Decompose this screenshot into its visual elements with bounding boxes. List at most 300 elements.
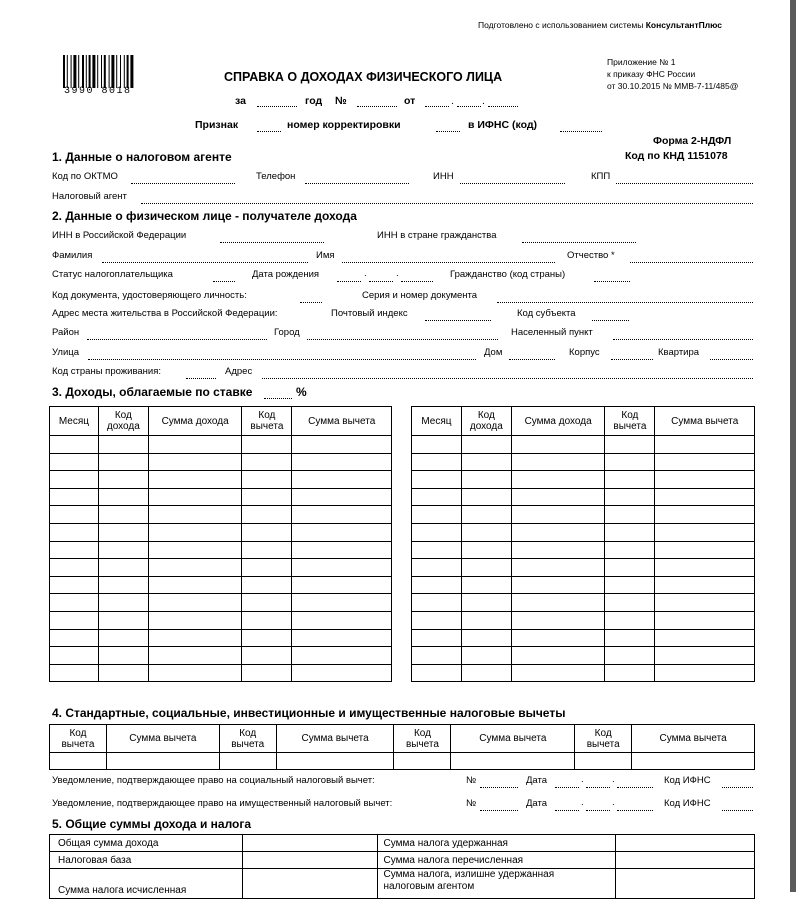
income-code-header <box>98 407 148 436</box>
table-row <box>412 436 755 454</box>
table-cell[interactable] <box>242 611 292 629</box>
surname-label: Фамилия <box>52 250 93 261</box>
income-sum-header <box>511 407 605 436</box>
table-cell[interactable] <box>292 453 392 471</box>
table-cell[interactable] <box>148 436 242 454</box>
table-cell[interactable] <box>242 541 292 559</box>
table-cell[interactable] <box>412 506 462 524</box>
table-cell[interactable] <box>605 488 655 506</box>
agent-label: Налоговый агент <box>52 191 127 202</box>
citizenship-label: Гражданство (код страны) <box>450 269 566 280</box>
table-cell[interactable] <box>292 488 392 506</box>
table-cell[interactable] <box>148 559 242 577</box>
header-text: Код <box>594 727 612 739</box>
deduction-sum-header: Сумма вычета <box>451 725 575 753</box>
table-cell[interactable] <box>511 611 605 629</box>
table-cell[interactable] <box>50 506 99 524</box>
table-cell[interactable] <box>50 611 99 629</box>
table-cell[interactable] <box>98 541 148 559</box>
table-cell[interactable] <box>511 453 605 471</box>
table-cell[interactable] <box>412 436 462 454</box>
table-row <box>412 488 755 506</box>
table-cell[interactable] <box>148 488 242 506</box>
table-cell[interactable] <box>412 471 462 489</box>
za-label: за <box>235 95 246 107</box>
table-row <box>50 753 755 770</box>
total-income-label: Общая сумма дохода <box>50 835 243 852</box>
table-cell[interactable] <box>50 488 99 506</box>
table-cell[interactable] <box>511 541 605 559</box>
house-label: Дом <box>484 347 503 358</box>
date-year-field[interactable] <box>488 106 518 107</box>
table-cell[interactable] <box>511 471 605 489</box>
table-cell[interactable] <box>242 471 292 489</box>
ifns-field[interactable] <box>560 131 602 132</box>
header-text: дохода <box>106 421 140 432</box>
form-name: Форма 2-НДФЛ <box>653 135 732 147</box>
table-cell[interactable] <box>412 523 462 541</box>
table-cell[interactable] <box>148 594 242 612</box>
table-cell[interactable] <box>148 541 242 559</box>
number-field[interactable] <box>357 106 397 107</box>
header-text: дохода <box>469 421 503 432</box>
table-cell[interactable] <box>50 576 99 594</box>
table-cell[interactable] <box>511 559 605 577</box>
citizenship-field[interactable] <box>594 281 630 282</box>
header-text: Месяц <box>421 415 452 427</box>
inn-rf-label: ИНН в Российской Федерации <box>52 230 187 241</box>
table-cell[interactable] <box>242 664 292 682</box>
table-cell[interactable] <box>511 629 605 647</box>
country-code-field[interactable] <box>186 378 216 379</box>
table-cell[interactable] <box>511 664 605 682</box>
table-cell[interactable] <box>655 576 755 594</box>
tax-overwithheld-value[interactable] <box>616 869 755 899</box>
section-4-title: 4. Стандартные, социальные, инвестиционные и имущественные налоговые вычеты <box>52 706 566 720</box>
tax-calculated-label: Сумма налога исчисленная <box>50 869 243 899</box>
table-cell[interactable] <box>655 647 755 665</box>
section-2-title: 2. Данные о физическом лице - получателе дохода <box>52 209 357 223</box>
notice-social-ifns-field[interactable] <box>722 787 753 788</box>
agent-field[interactable] <box>141 203 753 204</box>
birth-year-field[interactable] <box>401 281 433 282</box>
doc-code-field[interactable] <box>300 302 322 303</box>
header-text: Код <box>239 727 257 739</box>
deduction-code-header <box>605 407 655 436</box>
header-text: вычета <box>231 738 265 750</box>
deduction-code-header <box>50 725 107 753</box>
doc-series-field[interactable] <box>497 302 753 303</box>
notice-social-day-field[interactable] <box>555 787 579 788</box>
table-cell[interactable] <box>461 559 511 577</box>
deduction-code-header <box>575 725 632 753</box>
page-edge <box>790 0 796 892</box>
table-cell[interactable] <box>605 436 655 454</box>
correction-field[interactable] <box>436 131 460 132</box>
rate-field[interactable] <box>264 398 292 399</box>
notice-social-ifns-label: Код ИФНС <box>664 775 711 786</box>
table-cell[interactable] <box>292 436 392 454</box>
table-cell[interactable] <box>461 594 511 612</box>
table-cell[interactable] <box>575 753 632 770</box>
table-cell[interactable] <box>451 753 575 770</box>
table-cell[interactable] <box>461 541 511 559</box>
inn-rf-field[interactable] <box>220 242 324 243</box>
table-row <box>50 488 392 506</box>
table-row <box>412 506 755 524</box>
table-cell[interactable] <box>50 471 99 489</box>
inn-country-label: ИНН в стране гражданства <box>377 230 497 241</box>
table-cell[interactable] <box>605 576 655 594</box>
surname-field[interactable] <box>102 262 308 263</box>
notice-property-number-field[interactable] <box>480 810 518 811</box>
table-row <box>50 594 392 612</box>
table-cell[interactable] <box>511 594 605 612</box>
table-cell[interactable] <box>50 753 107 770</box>
totals-table <box>49 834 755 899</box>
table-cell[interactable] <box>242 523 292 541</box>
table-row <box>412 453 755 471</box>
kpp-field[interactable] <box>616 183 753 184</box>
month-header <box>50 407 99 436</box>
tax-transferred-value[interactable] <box>616 852 755 869</box>
table-cell[interactable] <box>412 488 462 506</box>
table-row <box>412 541 755 559</box>
addr-field[interactable] <box>262 378 753 379</box>
table-cell[interactable] <box>655 664 755 682</box>
header-text: Код <box>477 410 495 421</box>
header-text: Код <box>413 727 431 739</box>
notice-social-month-field[interactable] <box>586 787 610 788</box>
header-text: вычета <box>405 738 439 750</box>
table-cell[interactable] <box>292 471 392 489</box>
notice-property-no: № <box>466 798 477 809</box>
table-cell[interactable] <box>461 576 511 594</box>
deduction-sum-header: Сумма вычета <box>276 725 394 753</box>
table-row <box>50 576 392 594</box>
notice-property-year-field[interactable] <box>617 810 653 811</box>
table-cell[interactable] <box>412 594 462 612</box>
table-cell[interactable] <box>655 559 755 577</box>
table-cell[interactable] <box>511 436 605 454</box>
status-field[interactable] <box>213 281 235 282</box>
notice-social-date-label: Дата <box>526 775 548 786</box>
table-cell[interactable] <box>461 647 511 665</box>
table-cell[interactable] <box>655 471 755 489</box>
table-cell[interactable] <box>292 647 392 665</box>
table-cell[interactable] <box>605 559 655 577</box>
table-cell[interactable] <box>605 523 655 541</box>
street-label: Улица <box>52 347 79 358</box>
table-cell[interactable] <box>412 453 462 471</box>
region-field[interactable] <box>592 320 629 321</box>
table-cell[interactable] <box>655 594 755 612</box>
table-cell[interactable] <box>412 629 462 647</box>
birth-label: Дата рождения <box>252 269 320 280</box>
table-cell[interactable] <box>98 436 148 454</box>
tax-calculated-value[interactable] <box>242 869 377 899</box>
header-text: Сумма вычета <box>308 415 376 427</box>
table-cell[interactable] <box>50 523 99 541</box>
date-month-field[interactable] <box>457 106 481 107</box>
table-cell[interactable] <box>242 629 292 647</box>
table-cell[interactable] <box>242 506 292 524</box>
date-sep: . <box>581 797 584 808</box>
table-cell[interactable] <box>655 436 755 454</box>
priznak-field[interactable] <box>257 131 281 132</box>
table-cell[interactable] <box>655 523 755 541</box>
table-cell[interactable] <box>632 753 755 770</box>
table-cell[interactable] <box>276 753 394 770</box>
table-row <box>50 647 392 665</box>
deduction-code-header <box>242 407 292 436</box>
table-cell[interactable] <box>461 664 511 682</box>
table-row <box>412 611 755 629</box>
table-cell[interactable] <box>394 753 451 770</box>
section-1-title: 1. Данные о налоговом агенте <box>52 150 232 164</box>
notice-property-month-field[interactable] <box>586 810 610 811</box>
table-cell[interactable] <box>292 559 392 577</box>
table-cell[interactable] <box>242 647 292 665</box>
date-sep: . <box>482 95 485 107</box>
phone-field[interactable] <box>305 183 409 184</box>
table-row <box>50 559 392 577</box>
table-cell[interactable] <box>98 647 148 665</box>
table-cell[interactable] <box>98 488 148 506</box>
table-cell[interactable] <box>655 611 755 629</box>
table-cell[interactable] <box>148 523 242 541</box>
tax-overwithheld-label <box>377 869 616 899</box>
tax-withheld-label: Сумма налога удержанная <box>377 835 616 852</box>
birth-day-field[interactable] <box>337 281 361 282</box>
date-sep: . <box>451 95 454 107</box>
table-cell[interactable] <box>292 576 392 594</box>
table-row <box>412 647 755 665</box>
table-cell[interactable] <box>412 576 462 594</box>
table-cell[interactable] <box>98 594 148 612</box>
name-field[interactable] <box>342 262 555 263</box>
table-cell[interactable] <box>461 436 511 454</box>
table-cell[interactable] <box>511 488 605 506</box>
house-field[interactable] <box>509 359 555 360</box>
city-field[interactable] <box>307 339 498 340</box>
table-cell[interactable] <box>292 523 392 541</box>
flat-field[interactable] <box>710 359 753 360</box>
table-row <box>412 576 755 594</box>
header-text: Код <box>114 410 132 421</box>
table-cell[interactable] <box>605 471 655 489</box>
table-cell[interactable] <box>511 576 605 594</box>
table-row <box>412 523 755 541</box>
table-row <box>50 523 392 541</box>
header-text: вычета <box>613 421 647 432</box>
table-cell[interactable] <box>412 559 462 577</box>
oktmo-field[interactable] <box>131 183 235 184</box>
table-cell[interactable] <box>50 594 99 612</box>
table-cell[interactable] <box>605 629 655 647</box>
table-cell[interactable] <box>50 453 99 471</box>
table-cell[interactable] <box>242 594 292 612</box>
inn-country-field[interactable] <box>522 242 636 243</box>
table-cell[interactable] <box>412 664 462 682</box>
table-cell[interactable] <box>412 611 462 629</box>
ot-label: от <box>404 95 416 107</box>
table-row <box>50 453 392 471</box>
table-row <box>412 594 755 612</box>
country-code-label: Код страны проживания: <box>52 366 161 377</box>
deduction-code-header <box>394 725 451 753</box>
table-cell[interactable] <box>50 647 99 665</box>
table-cell[interactable] <box>148 576 242 594</box>
table-cell[interactable] <box>242 488 292 506</box>
table-cell[interactable] <box>655 506 755 524</box>
patronymic-field[interactable] <box>630 262 753 263</box>
table-cell[interactable] <box>98 611 148 629</box>
table-cell[interactable] <box>292 541 392 559</box>
table-cell[interactable] <box>242 559 292 577</box>
notice-property-ifns-field[interactable] <box>722 810 753 811</box>
notice-property-label: Уведомление, подтверждающее право на имущественный налоговый вычет: <box>52 798 393 809</box>
table-cell[interactable] <box>50 629 99 647</box>
oktmo-label: Код по ОКТМО <box>52 171 118 182</box>
table-cell[interactable] <box>50 436 99 454</box>
table-cell[interactable] <box>98 471 148 489</box>
table-cell[interactable] <box>461 523 511 541</box>
postcode-field[interactable] <box>425 320 491 321</box>
table-cell[interactable] <box>412 541 462 559</box>
table-cell[interactable] <box>148 647 242 665</box>
table-cell[interactable] <box>292 594 392 612</box>
table-cell[interactable] <box>605 664 655 682</box>
tax-withheld-value[interactable] <box>616 835 755 852</box>
inn-field[interactable] <box>460 183 565 184</box>
notice-social-number-field[interactable] <box>480 787 518 788</box>
income-table-left <box>49 406 392 682</box>
table-cell[interactable] <box>50 664 99 682</box>
percent-sign: % <box>296 385 307 399</box>
table-cell[interactable] <box>605 506 655 524</box>
district-field[interactable] <box>87 339 267 340</box>
knd-code: Код по КНД 1151078 <box>625 150 728 162</box>
table-cell[interactable] <box>98 629 148 647</box>
status-label: Статус налогоплательщика <box>52 269 173 280</box>
deduction-sum-header: Сумма вычета <box>632 725 755 753</box>
table-cell[interactable] <box>242 453 292 471</box>
date-day-field[interactable] <box>425 106 449 107</box>
table-cell[interactable] <box>461 453 511 471</box>
deduction-sum-header: Сумма вычета <box>106 725 219 753</box>
region-label: Код субъекта <box>517 308 576 319</box>
table-cell[interactable] <box>219 753 276 770</box>
table-cell[interactable] <box>605 541 655 559</box>
table-cell[interactable] <box>50 541 99 559</box>
table-cell[interactable] <box>655 629 755 647</box>
table-cell[interactable] <box>292 629 392 647</box>
phone-label: Телефон <box>256 171 296 182</box>
table-cell[interactable] <box>605 647 655 665</box>
total-income-value[interactable] <box>242 835 377 852</box>
section-5-title: 5. Общие суммы дохода и налога <box>52 817 252 831</box>
table-cell[interactable] <box>461 506 511 524</box>
year-field[interactable] <box>257 106 297 107</box>
header-text: Сумма дохода <box>161 415 229 427</box>
table-cell[interactable] <box>292 506 392 524</box>
table-cell[interactable] <box>655 488 755 506</box>
header-text: Месяц <box>58 415 90 427</box>
table-cell[interactable] <box>605 453 655 471</box>
income-sum-header <box>148 407 242 436</box>
table-cell[interactable] <box>98 506 148 524</box>
tax-overwithheld-line-1: Сумма налога, излишне удержанная <box>383 869 555 880</box>
table-cell[interactable] <box>461 488 511 506</box>
settlement-field[interactable] <box>613 339 753 340</box>
notice-social-year-field[interactable] <box>617 787 653 788</box>
table-row <box>412 559 755 577</box>
table-cell[interactable] <box>148 471 242 489</box>
kpp-label: КПП <box>591 171 611 182</box>
income-table-right <box>411 406 755 682</box>
city-label: Город <box>274 327 300 338</box>
table-cell[interactable] <box>98 559 148 577</box>
birth-month-field[interactable] <box>369 281 393 282</box>
table-cell[interactable] <box>511 647 605 665</box>
table-cell[interactable] <box>106 753 219 770</box>
date-sep: . <box>581 774 584 785</box>
table-cell[interactable] <box>98 523 148 541</box>
table-cell[interactable] <box>461 611 511 629</box>
table-cell[interactable] <box>461 629 511 647</box>
deduction-sum-header <box>655 407 755 436</box>
table-cell[interactable] <box>655 541 755 559</box>
table-cell[interactable] <box>242 436 292 454</box>
tax-base-value[interactable] <box>242 852 377 869</box>
date-sep: . <box>612 797 615 808</box>
street-field[interactable] <box>88 359 476 360</box>
building-field[interactable] <box>611 359 653 360</box>
table-cell[interactable] <box>98 664 148 682</box>
table-cell[interactable] <box>148 506 242 524</box>
table-cell[interactable] <box>511 523 605 541</box>
notice-property-day-field[interactable] <box>555 810 579 811</box>
table-cell[interactable] <box>292 611 392 629</box>
table-cell[interactable] <box>50 559 99 577</box>
table-cell[interactable] <box>98 576 148 594</box>
table-row <box>50 611 392 629</box>
table-cell[interactable] <box>148 453 242 471</box>
header-text: Сумма дохода <box>524 415 592 427</box>
table-cell[interactable] <box>605 611 655 629</box>
table-cell[interactable] <box>148 664 242 682</box>
table-cell[interactable] <box>98 453 148 471</box>
table-cell[interactable] <box>511 506 605 524</box>
table-row <box>50 506 392 524</box>
table-cell[interactable] <box>412 647 462 665</box>
correction-label: номер корректировки <box>287 119 401 131</box>
table-cell[interactable] <box>148 629 242 647</box>
addr-label: Адрес <box>225 366 253 377</box>
table-cell[interactable] <box>292 664 392 682</box>
birth-sep: . <box>364 268 367 279</box>
table-cell[interactable] <box>461 471 511 489</box>
table-cell[interactable] <box>655 453 755 471</box>
notice-property-ifns-label: Код ИФНС <box>664 798 711 809</box>
table-cell[interactable] <box>148 611 242 629</box>
header-text: вычета <box>250 421 284 432</box>
table-cell[interactable] <box>605 594 655 612</box>
table-cell[interactable] <box>242 576 292 594</box>
brand-text: КонсультантПлюс <box>645 20 722 30</box>
appendix-line-2: к приказу ФНС России <box>607 69 696 79</box>
